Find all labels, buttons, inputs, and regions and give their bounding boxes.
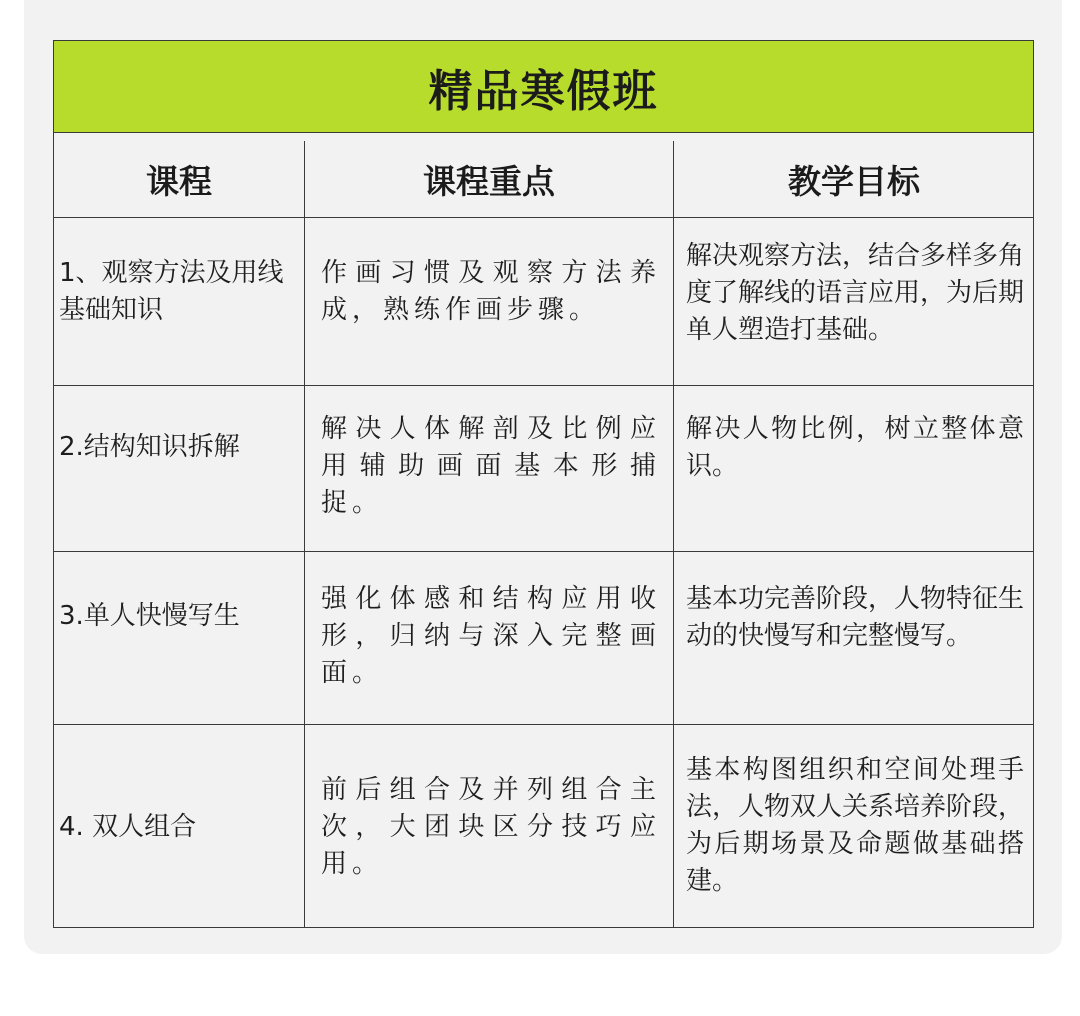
header-focus: 课程重点 — [423, 161, 555, 201]
course-table — [53, 133, 1034, 928]
row1-goal: 解决观察方法，结合多样多角度了解线的语言应用，为后期单人塑造打基础。 — [686, 241, 1025, 345]
row1-course: 1、观察方法及用线基础知识 — [59, 258, 284, 325]
row-divider — [54, 724, 1033, 725]
row-divider — [54, 551, 1033, 552]
page-title: 精品寒假班 — [428, 65, 659, 117]
row-divider — [54, 385, 1033, 386]
header-course: 课程 — [146, 161, 212, 201]
row4-goal: 基本构图组织和空间处理手法，人物双人关系培养阶段，为后期场景及命题做基础搭建。 — [686, 755, 1025, 896]
row4-course: 4. 双人组合 — [59, 812, 197, 842]
row2-course: 2.结构知识拆解 — [59, 432, 240, 462]
row3-focus: 强化体感和结构应用收形，归纳与深入完整画面。 — [321, 584, 661, 688]
row1-focus: 作画习惯及观察方法养成，熟练作画步骤。 — [321, 258, 661, 325]
column-divider — [673, 141, 674, 927]
header-goal: 教学目标 — [788, 161, 920, 201]
title-banner — [53, 40, 1034, 133]
row3-course: 3.单人快慢写生 — [59, 601, 240, 631]
column-divider — [304, 141, 305, 927]
row4-focus: 前后组合及并列组合主次，大团块区分技巧应用。 — [321, 775, 661, 879]
row3-goal: 基本功完善阶段，人物特征生动的快慢写和完整慢写。 — [686, 584, 1025, 651]
row2-focus: 解决人体解剖及比例应用辅助画面基本形捕捉。 — [321, 414, 661, 518]
row-divider — [54, 217, 1033, 218]
row2-goal: 解决人物比例，树立整体意识。 — [686, 414, 1024, 481]
